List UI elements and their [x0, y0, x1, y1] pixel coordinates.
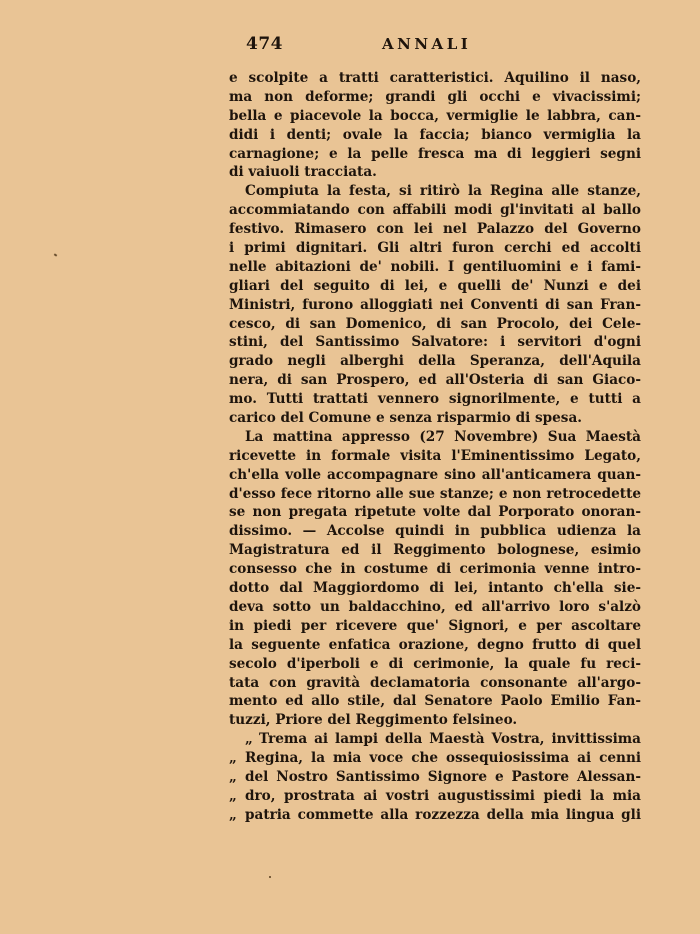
text-line: ricevette in formale visita l'Eminentissimo Legato,	[229, 447, 641, 464]
quote-mark: „	[245, 731, 253, 748]
text-line: didi i denti; ovale la faccia; bianco vermiglia la	[229, 126, 641, 143]
text-line: festivo. Rimasero con lei nel Palazzo del Governo	[229, 221, 641, 238]
text-line: accommiatando con affabili modi gl'invitati al ballo	[229, 202, 641, 219]
text-line: e scolpite a tratti caratteristici. Aquilino il naso,	[229, 70, 641, 86]
quote-text: Trema ai lampi della Maestà Vostra, invittissima	[259, 731, 641, 748]
text-line: Ministri, furono alloggiati nei Conventi di san Fran-	[229, 296, 641, 313]
paper-speck	[269, 876, 271, 878]
text-line: La mattina appresso (27 Novembre) Sua Maestà	[245, 428, 641, 445]
text-line: mento ed allo stile, dal Senatore Paolo Emilio Fan-	[229, 693, 641, 710]
text-line: d'esso fece ritorno alle sue stanze; e non retrocedette	[229, 485, 641, 502]
text-line: gliari del seguito di lei, e quelli de' Nunzi e dei	[229, 277, 641, 294]
quote-line	[229, 730, 641, 749]
text-line: stini, del Santissimo Salvatore: i servitori d'ogni	[229, 334, 641, 351]
text-line: consesso che in costume di cerimonia venne intro-	[229, 561, 641, 578]
quote-mark: „	[229, 750, 237, 767]
text-line: in piedi per ricevere que' Signori, e per ascoltare	[229, 617, 641, 634]
text-line: secolo d'iperboli e di cerimonie, la quale fu reci-	[229, 655, 641, 672]
text-line: carnagione; e la pelle fresca ma di leggieri segni	[229, 145, 641, 162]
text-line: nera, di san Prospero, ed all'Osteria di san Giaco-	[229, 372, 641, 389]
text-line: bella e piacevole la bocca, vermiglie le labbra, can-	[229, 107, 641, 124]
text-line: ch'ella volle accompagnare sino all'anticamera quan-	[229, 466, 641, 483]
text-line: carico del Comune e senza risparmio di spesa.	[229, 410, 582, 427]
page-header	[246, 34, 646, 58]
text-line: dissimo. — Accolse quindi in pubblica udienza la	[229, 523, 641, 540]
text-line: dotto dal Maggiordomo di lei, intanto ch'ella sie-	[229, 580, 641, 597]
page-number: 474	[246, 34, 283, 54]
quote-text: del Nostro Santissimo Signore e Pastore Alessan-	[245, 768, 641, 785]
text-line: Compiuta la festa, si ritirò la Regina alle stanze,	[245, 183, 641, 200]
text-line: mo. Tutti trattati vennero signorilmente, e tutti a	[229, 391, 641, 408]
quote-mark: „	[229, 806, 237, 823]
quote-mark: „	[229, 768, 237, 785]
text-line: Magistratura ed il Reggimento bolognese, esimio	[229, 542, 641, 559]
text-line: ma non deforme; grandi gli occhi e vivacissimi;	[229, 88, 641, 105]
running-title: ANNALI	[382, 35, 472, 53]
quote-line	[229, 787, 641, 806]
text-line: tata con gravità declamatoria consonante all'argo-	[229, 674, 641, 691]
text-line: tuzzi, Priore del Reggimento felsineo.	[229, 712, 518, 729]
text-line: grado negli alberghi della Speranza, dell'Aquila	[229, 353, 641, 370]
quote-line	[229, 806, 641, 825]
text-line: la seguente enfatica orazione, degno frutto di quel	[229, 636, 641, 653]
quote-text: Regina, la mia voce che ossequiosissima ai cenni	[245, 750, 641, 767]
body-text	[229, 69, 641, 825]
text-line: i primi dignitari. Gli altri furon cerchi ed accolti	[229, 240, 641, 257]
quote-line	[229, 749, 641, 768]
text-line: se non pregata ripetute volte dal Porporato onoran-	[229, 504, 641, 521]
quote-mark: „	[229, 787, 237, 804]
paper-speck	[54, 253, 58, 256]
quote-line	[229, 768, 641, 787]
text-line: nelle abitazioni de' nobili. I gentiluomini e i fami-	[229, 258, 641, 275]
quote-text: dro, prostrata ai vostri augustissimi piedi la mia	[245, 787, 641, 804]
text-line: cesco, di san Domenico, di san Procolo, dei Cele-	[229, 315, 641, 332]
text-line: deva sotto un baldacchino, ed all'arrivo loro s'alzò	[229, 598, 641, 615]
quote-text: patria commette alla rozzezza della mia lingua gli	[245, 806, 641, 823]
text-line: di vaiuoli tracciata.	[229, 164, 377, 181]
